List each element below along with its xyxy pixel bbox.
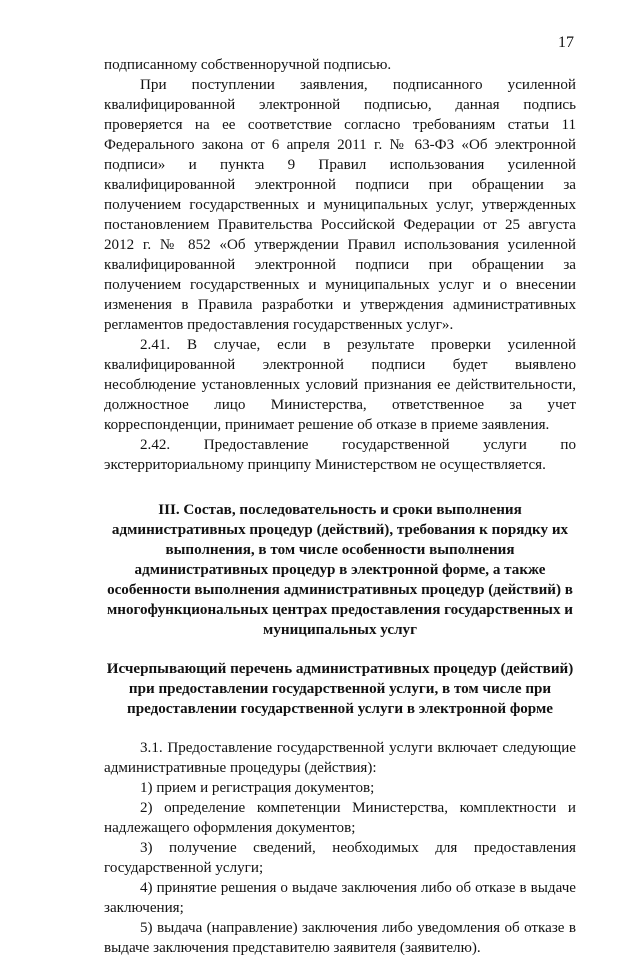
list-item-3: 3) получение сведений, необходимых для предоставления государственной услуги;	[104, 840, 576, 876]
paragraph-3-1: 3.1. Предоставление государственной услуги включает следующие административные процедуры (действия):	[104, 740, 576, 776]
paragraph-signature-check: При поступлении заявления, подписанного усиленной квалифицированной электронной подписью, данная подпись проверяется на ее соответствие согласно требованиям статьи 11 Федерального закона от 6 апреля 2011 г. № 63-ФЗ «Об электронной подписи» и пункта 9 Правил использования усиленной квалифицированной электронной подписи при обращении за получением государственных и муниципальных услуг, утвержденных постановлением Правительства Российской Федерации от 25 августа 2012 г. № 852 «Об утверждении Правил использования усиленной квалифицированной электронной подписи при обращении за получением государственных и муниципальных услуг и о внесении изменения в Правила разработки и утверждения административных регламентов предоставления государственных услуг».	[104, 77, 576, 333]
list-item-5: 5) выдача (направление) заключения либо уведомления об отказе в выдаче заключения представителю заявителя (заявителю).	[104, 920, 576, 956]
list-item-4: 4) принятие решения о выдаче заключения либо об отказе в выдаче заключения;	[104, 880, 576, 916]
page-content	[104, 55, 576, 958]
paragraph-continuation: подписанному собственноручной подписью.	[104, 57, 392, 73]
section-heading: III. Состав, последовательность и сроки выполнения административных процедур (действий), требования к порядку их выполнения, в том числе особенности выполнения административных процедур в электронной форме, а также особенности выполнения административных процедур (действий) в многофункциональных центрах предоставления государственных и муниципальных услуг	[106, 502, 573, 638]
paragraph-2-41: 2.41. В случае, если в результате проверки усиленной квалифицированной электронной подписи будет выявлено несоблюдение установленных условий признания ее действительности, должностное лицо Министерства, ответственное за учет корреспонденции, принимает решение об отказе в приеме заявления.	[104, 337, 576, 433]
subheading: Исчерпывающий перечень административных процедур (действий) при предоставлении государственной услуги, в том числе при предоставлении государственной услуги в электронной форме	[106, 661, 574, 717]
list-item-2: 2) определение компетенции Министерства, комплектности и надлежащего оформления документов;	[104, 800, 576, 836]
paragraph-2-42: 2.42. Предоставление государственной услуги по экстерриториальному принципу Министерством не осуществляется.	[104, 437, 576, 473]
list-item-1: 1) прием и регистрация документов;	[140, 780, 375, 796]
page-number: 17	[558, 34, 574, 51]
